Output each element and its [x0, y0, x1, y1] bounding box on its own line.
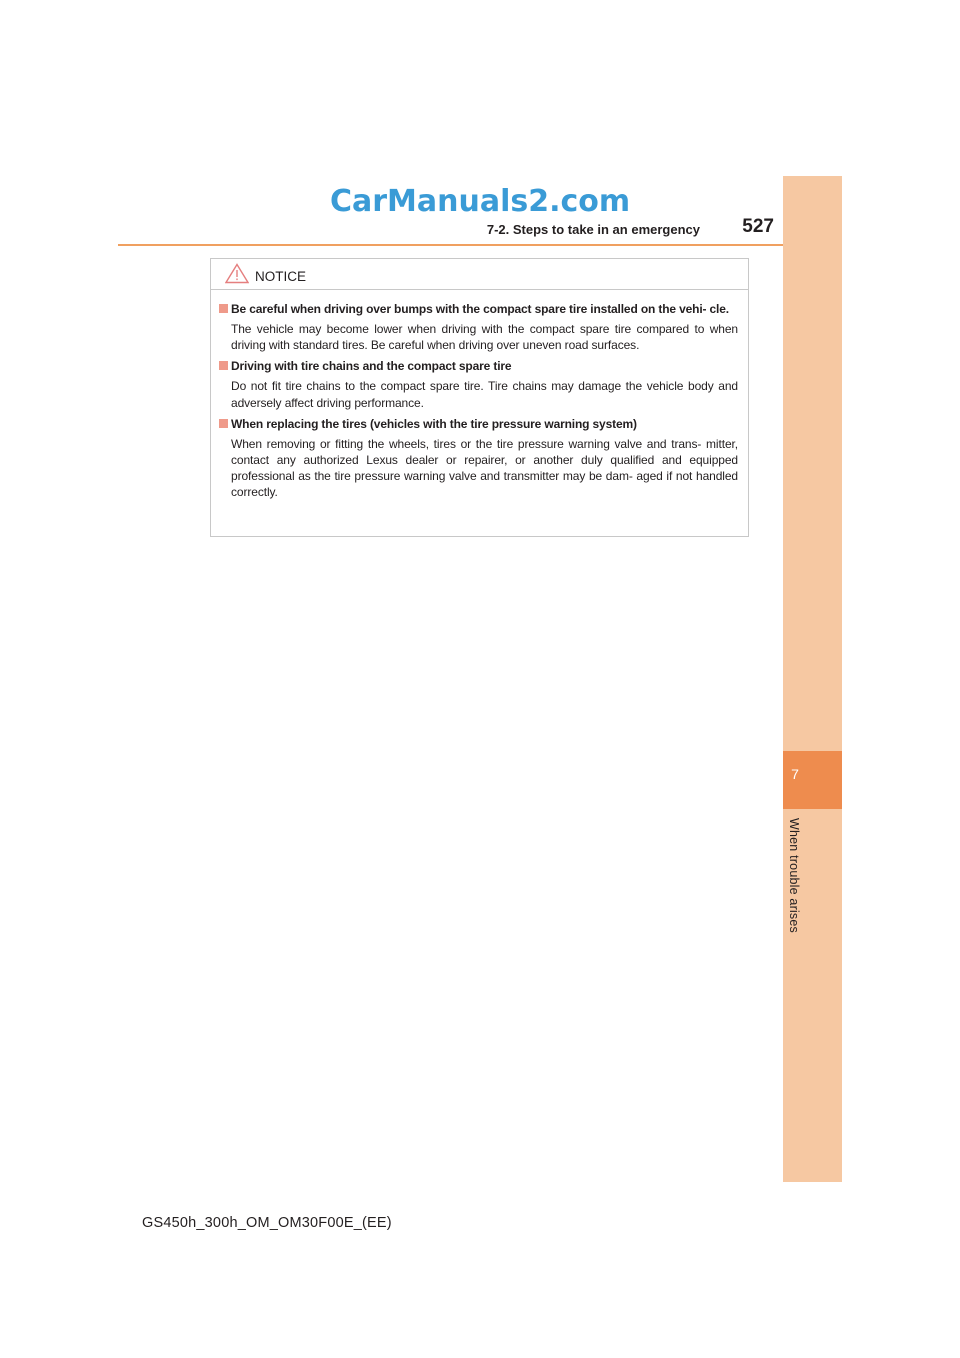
square-bullet-icon: [219, 361, 228, 370]
watermark-logo: CarManuals2.com: [330, 184, 631, 219]
notice-body: [218, 301, 738, 506]
notice-item-text: The vehicle may become lower when driving with the compact spare tire compared to when driving with standard tires. Be careful when driving over uneven road surfaces.: [231, 322, 738, 353]
notice-header: [225, 265, 306, 287]
notice-item-text: When removing or fitting the wheels, tires or the tire pressure warning valve and trans- mitter, contact any authorized Lexus dealer or repairer, or another duly qualified and equipped professional as the tire pressure warning valve and transmitter may be dam- aged if not handled correctly.: [231, 436, 738, 500]
section-title: 7-2. Steps to take in an emergency: [486, 222, 700, 237]
notice-label: NOTICE: [255, 268, 307, 284]
notice-item-title: When replacing the tires (vehicles with the tire pressure warning system): [231, 416, 637, 431]
chapter-title: When trouble arises: [787, 818, 801, 933]
square-bullet-icon: [219, 419, 228, 428]
chapter-number: 7: [791, 766, 799, 782]
header-divider: [118, 244, 842, 246]
page-number: 527: [742, 216, 774, 237]
notice-box: [210, 258, 749, 537]
notice-item-title: Be careful when driving over bumps with the compact spare tire installed on the vehi- cle.: [231, 302, 729, 316]
notice-item: [218, 301, 738, 353]
warning-triangle-icon: [225, 263, 249, 289]
notice-item-title: Driving with tire chains and the compact spare tire: [231, 359, 512, 374]
square-bullet-icon: [219, 304, 228, 313]
chapter-side-tab: [783, 176, 842, 1182]
notice-item: [218, 358, 738, 410]
notice-divider: [211, 289, 748, 290]
notice-item-text: Do not fit tire chains to the compact spare tire. Tire chains may damage the vehicle body and adversely affect driving performance.: [231, 379, 738, 410]
notice-item: [218, 416, 738, 501]
document-code: GS450h_300h_OM_OM30F00E_(EE): [142, 1215, 392, 1231]
